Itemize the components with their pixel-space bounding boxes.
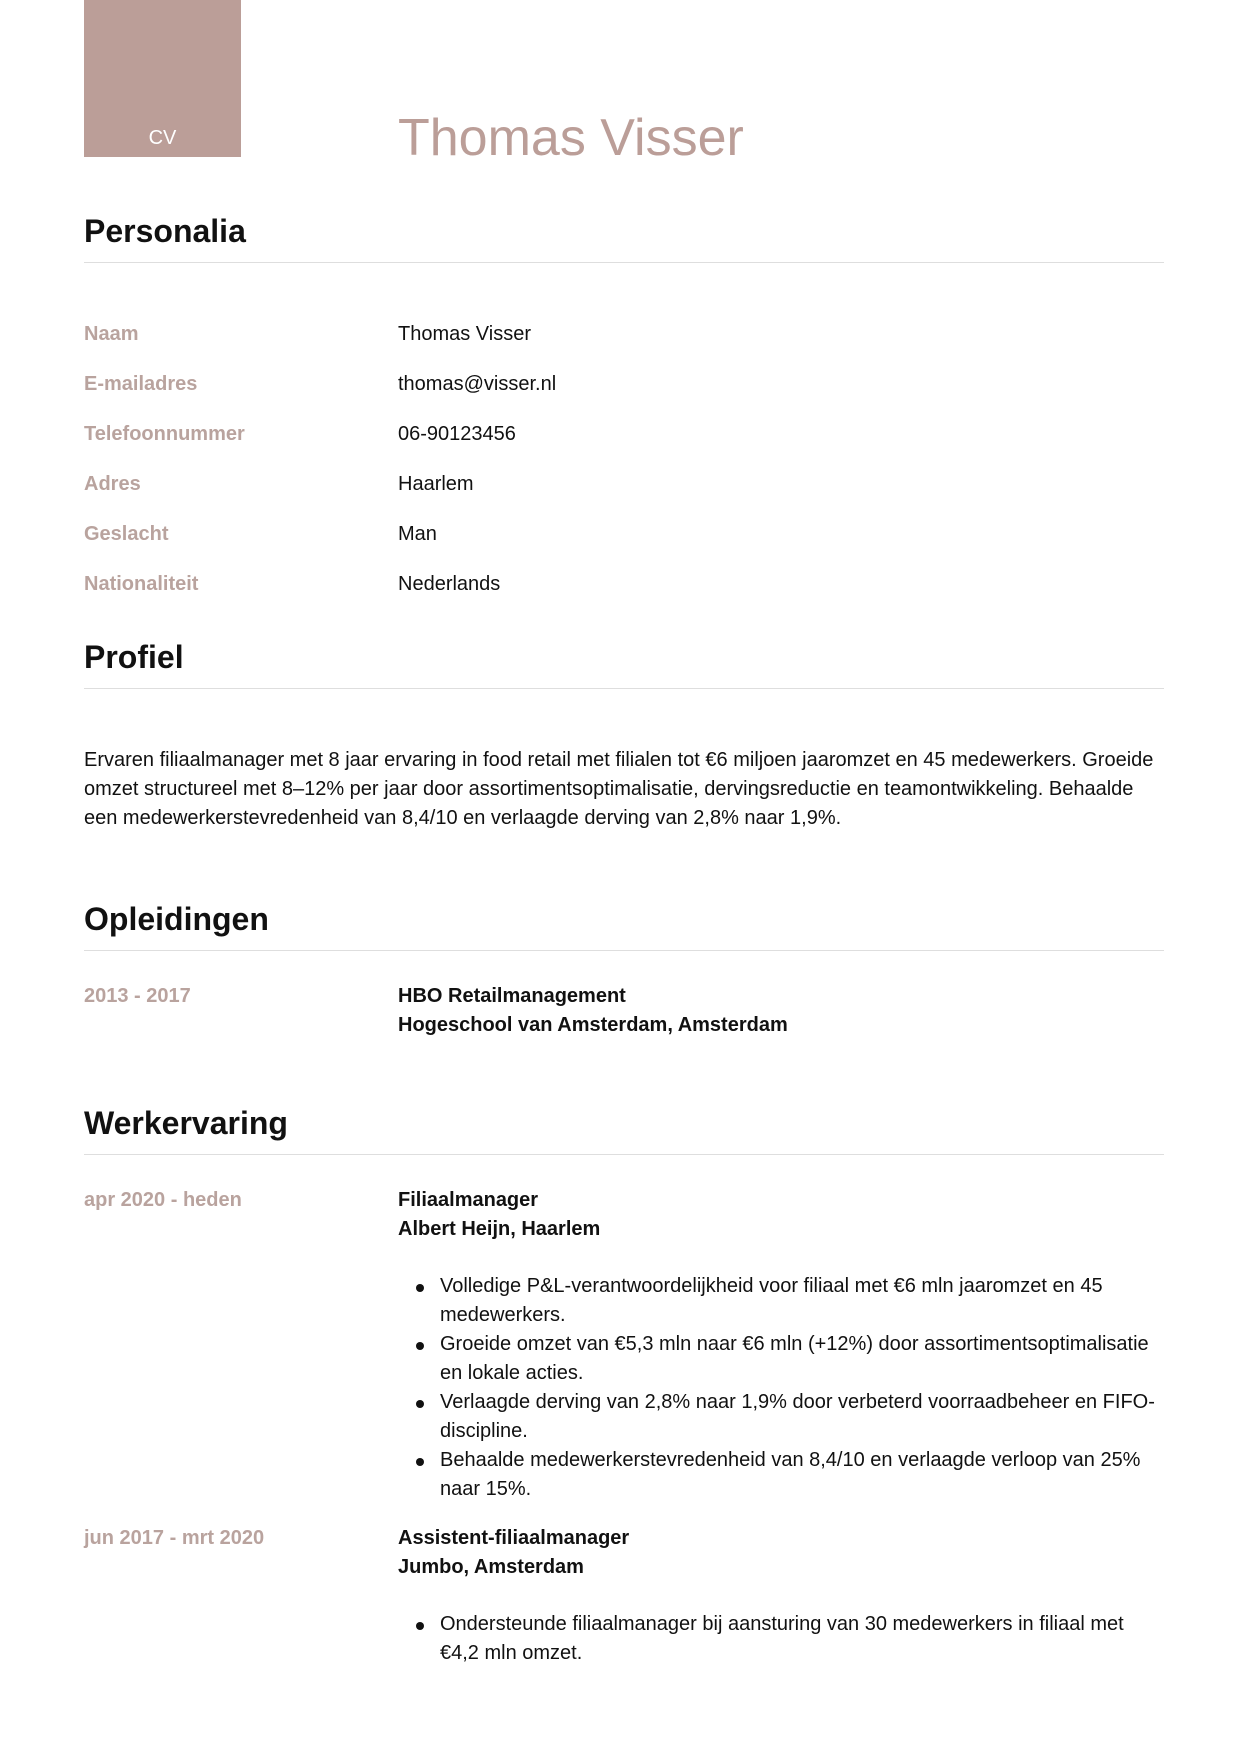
section-opleidingen bbox=[84, 900, 1164, 1036]
personalia-label: E-mailadres bbox=[84, 373, 198, 395]
education-body bbox=[398, 982, 1164, 1040]
work-bullet: Groeide omzet van €5,3 mln naar €6 mln (+12%) door assortimentsoptimalisatie en lokale acties. bbox=[440, 1330, 1164, 1388]
personalia-value: thomas@visser.nl bbox=[398, 373, 557, 395]
work-bullet: Ondersteunde filiaalmanager bij aansturing van 30 medewerkers in filiaal met €4,2 mln omzet. bbox=[440, 1610, 1164, 1668]
cv-badge-label: CV bbox=[148, 127, 177, 149]
work-period: apr 2020 - heden bbox=[84, 1189, 242, 1211]
work-title: Assistent-filiaalmanager bbox=[398, 1527, 630, 1549]
personalia-value: Thomas Visser bbox=[398, 323, 532, 345]
section-title-werkervaring: Werkervaring bbox=[84, 1104, 1164, 1155]
work-employer: Albert Heijn, Haarlem bbox=[398, 1218, 601, 1240]
personalia-value: Haarlem bbox=[398, 473, 474, 495]
section-title-opleidingen: Opleidingen bbox=[84, 900, 1164, 951]
personalia-label: Naam bbox=[84, 323, 139, 345]
education-title: HBO Retailmanagement bbox=[398, 985, 626, 1007]
personalia-label: Nationaliteit bbox=[84, 573, 199, 595]
personalia-value: Nederlands bbox=[398, 573, 501, 595]
work-bullet: Behaalde medewerkerstevredenheid van 8,4/10 en verlaagde verloop van 25% naar 15%. bbox=[440, 1446, 1164, 1504]
work-body bbox=[398, 1524, 1164, 1668]
personalia-value: Man bbox=[398, 523, 437, 545]
section-personalia bbox=[84, 212, 1164, 595]
work-body bbox=[398, 1186, 1164, 1504]
work-bullet: Volledige P&L-verantwoordelijkheid voor filiaal met €6 mln jaaromzet en 45 medewerkers. bbox=[440, 1272, 1164, 1330]
profile-text: Ervaren filiaalmanager met 8 jaar ervaring in food retail met filialen tot €6 miljoen jaaromzet en 45 medewerkers. Groeide omzet structureel met 8–12% per jaar door assortimentsoptimalisatie, dervingsreductie en teamontwikkeling. Behaalde een medewerkerstevredenheid van 8,4/10 en verlaagde derving van 2,8% naar 1,9%. bbox=[84, 749, 1154, 829]
work-bullet: Verlaagde derving van 2,8% naar 1,9% door verbeterd voorraadbeheer en FIFO-discipline. bbox=[440, 1388, 1164, 1446]
education-period: 2013 - 2017 bbox=[84, 985, 191, 1007]
personalia-label: Telefoonnummer bbox=[84, 423, 245, 445]
section-profiel bbox=[84, 638, 1164, 829]
work-employer: Jumbo, Amsterdam bbox=[398, 1556, 584, 1578]
section-title-personalia: Personalia bbox=[84, 212, 1164, 263]
personalia-label: Geslacht bbox=[84, 523, 169, 545]
personalia-label: Adres bbox=[84, 473, 141, 495]
section-title-profiel: Profiel bbox=[84, 638, 1164, 689]
section-werkervaring bbox=[84, 1104, 1164, 1664]
work-title: Filiaalmanager bbox=[398, 1189, 539, 1211]
work-period: jun 2017 - mrt 2020 bbox=[84, 1527, 265, 1549]
personalia-value: 06-90123456 bbox=[398, 423, 516, 445]
cv-badge bbox=[84, 0, 241, 157]
candidate-name: Thomas Visser bbox=[398, 109, 744, 167]
work-bullets bbox=[398, 1272, 1164, 1504]
work-bullets bbox=[398, 1610, 1164, 1668]
education-institution: Hogeschool van Amsterdam, Amsterdam bbox=[398, 1014, 788, 1036]
